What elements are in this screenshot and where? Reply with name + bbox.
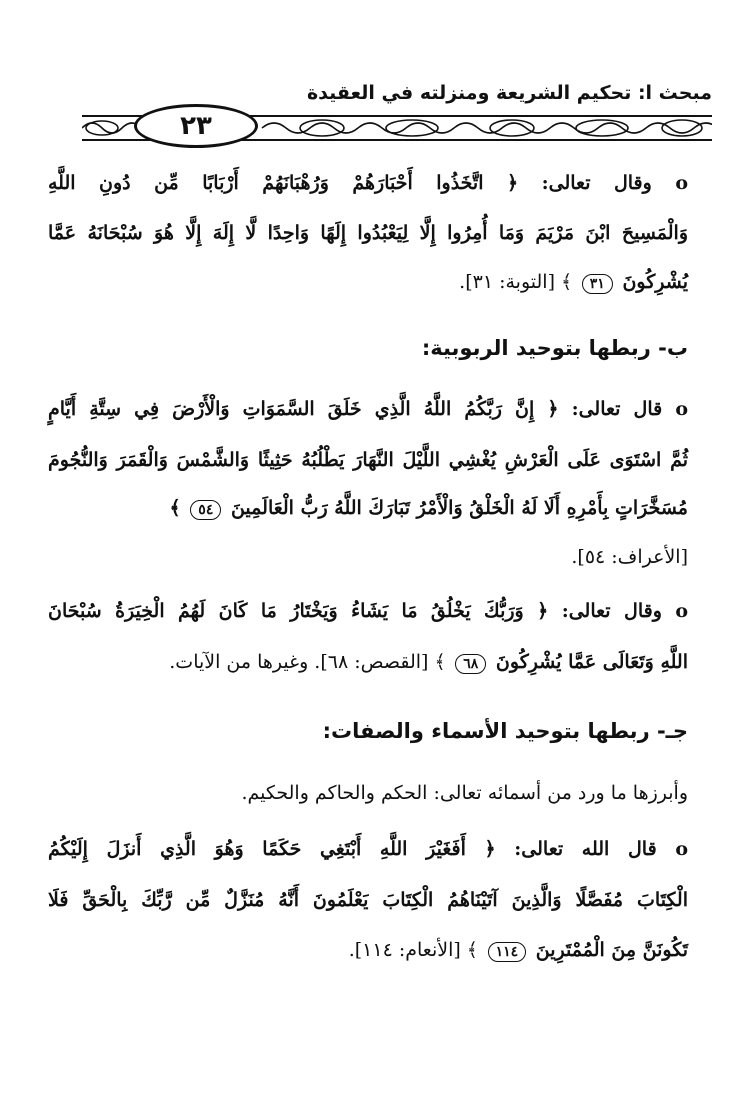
quran-close-bracket: ﴾ xyxy=(169,497,181,519)
ayah-number-badge: ٣١ xyxy=(582,274,613,294)
running-title: مبحث ا: تحكيم الشريعة ومنزلته في العقيدة xyxy=(306,82,712,104)
text-line xyxy=(48,651,688,674)
quran-text: تَكُونَنَّ مِنَ الْمُمْتَرِينَ xyxy=(535,939,688,961)
quran-text: اللَّهِ وَتَعَالَى عَمَّا يُشْرِكُونَ xyxy=(495,651,688,673)
page-number: ٢٣ xyxy=(134,104,258,148)
page-header xyxy=(82,60,712,150)
text-line: ο قال الله تعالى: ﴿ أَفَغَيْرَ اللَّهِ أَبْتَغِي حَكَمًا وَهُوَ الَّذِي أَنزَلَ إِلَيْكُمُ xyxy=(48,838,688,860)
text-line: ο وقال تعالى: ﴿ اتَّخَذُوا أَحْبَارَهُمْ وَرُهْبَانَهُمْ أَرْبَابًا مِّن دُونِ اللَّهِ xyxy=(48,172,688,194)
verse-reference: ﴾ [القصص: ٦٨]. وغيرها من الآيات. xyxy=(169,651,446,673)
text-line: الْكِتَابَ مُفَصَّلًا وَالَّذِينَ آتَيْنَاهُمُ الْكِتَابَ يَعْلَمُونَ أَنَّهُ مُنَزَّلٌ مِّن رَّبِّكَ بِالْحَقِّ فَلَا xyxy=(48,889,688,911)
verse-reference: ﴾ [التوبة: ٣١]. xyxy=(459,271,573,293)
quran-text: مُسَخَّرَاتٍ بِأَمْرِهِ أَلَا لَهُ الْخَلْقُ وَالْأَمْرُ تَبَارَكَ اللَّهُ رَبُّ الْعَالَمِينَ xyxy=(230,497,688,519)
text-line: ο قال تعالى: ﴿ إِنَّ رَبَّكُمُ اللَّهُ الَّذِي خَلَقَ السَّمَوَاتِ وَالْأَرْضَ فِي سِتَّةِ أَيَّامٍ xyxy=(48,398,688,420)
verse-reference: ﴾ [الأنعام: ١١٤]. xyxy=(348,939,478,961)
ayah-number-badge: ١١٤ xyxy=(488,942,527,962)
quran-text: يُشْرِكُونَ xyxy=(622,271,688,293)
verse-reference: [الأعراف: ٥٤]. xyxy=(571,546,688,568)
text-line: ο وقال تعالى: ﴿ وَرَبُّكَ يَخْلُقُ مَا يَشَاءُ وَيَخْتَارُ مَا كَانَ لَهُمُ الْخِيَرَةُ سُبْحَانَ xyxy=(48,600,688,622)
text-line: ثُمَّ اسْتَوَى عَلَى الْعَرْشِ يُغْشِي اللَّيْلَ النَّهَارَ يَطْلُبُهُ حَثِيثًا وَالشَّمْسَ وَالْقَمَرَ وَالنُّجُومَ xyxy=(48,449,688,471)
text-line: وأبرزها ما ورد من أسمائه تعالى: الحكم والحاكم والحكيم. xyxy=(241,782,688,804)
section-heading: ب- ربطها بتوحيد الربوبية: xyxy=(421,336,688,360)
text-line xyxy=(48,939,688,962)
section-heading: جـ- ربطها بتوحيد الأسماء والصفات: xyxy=(322,719,688,743)
text-line xyxy=(48,271,688,294)
ayah-number-badge: ٦٨ xyxy=(455,654,486,674)
text-line: وَالْمَسِيحَ ابْنَ مَرْيَمَ وَمَا أُمِرُوا إِلَّا لِيَعْبُدُوا إِلَهًا وَاحِدًا لَّا إِلَهَ إِلَّا هُوَ سُبْحَانَهُ عَمَّا xyxy=(48,222,688,244)
text-line xyxy=(48,497,688,520)
ayah-number-badge: ٥٤ xyxy=(190,500,221,520)
